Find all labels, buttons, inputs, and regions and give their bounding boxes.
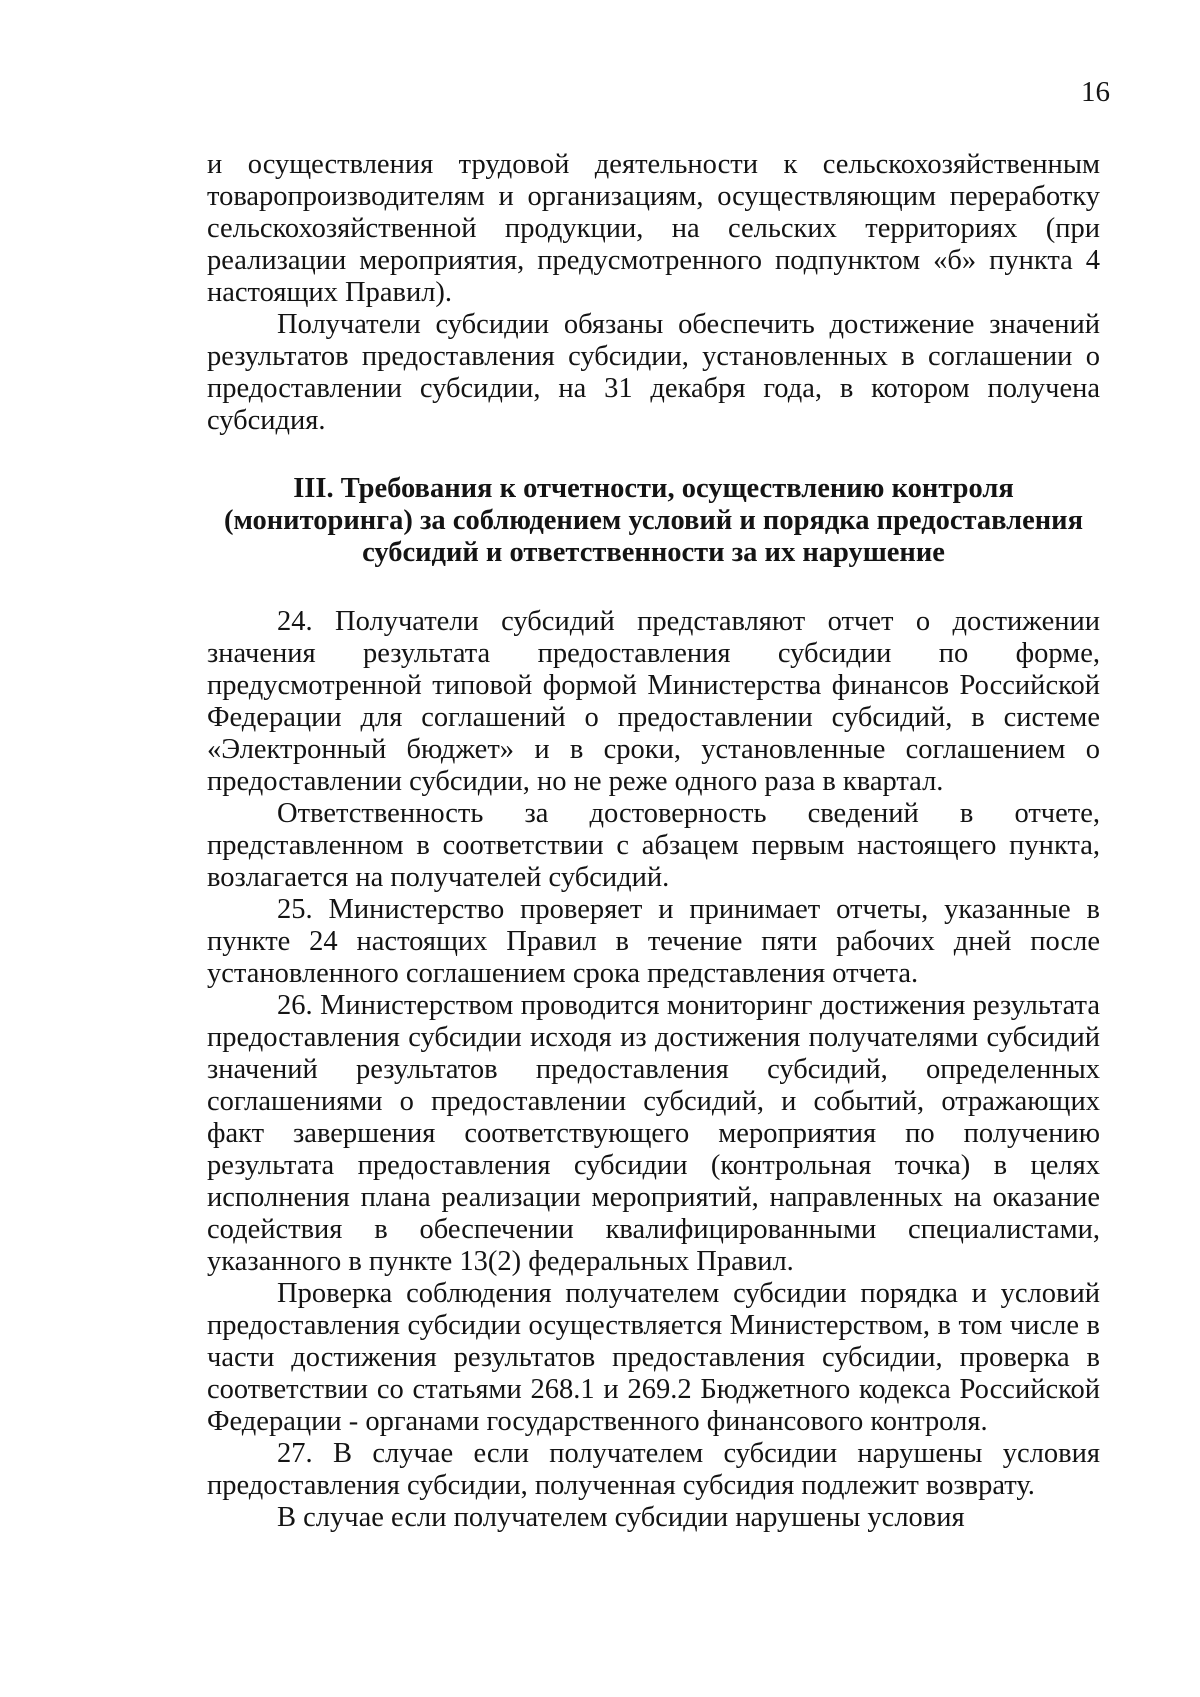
paragraph-27: 27. В случае если получателем субсидии нарушены условия предоставления субсидии, полученная субсидия подлежит возврату.	[207, 1438, 1100, 1501]
paragraph-24: 24. Получатели субсидий представляют отчет о достижении значения результата предоставления субсидии по форме, предусмотренной типовой формой Министерства финансов Российской Федерации для соглашений о предоставлении субсидий, в системе «Электронный бюджет» и в сроки, установленные соглашением о предоставлении субсидии, но не реже одного раза в квартал.	[207, 606, 1100, 797]
intro-paragraph-continuation: и осуществления трудовой деятельности к сельскохозяйственным товаропроизводителям и организациям, осуществляющим переработку сельскохозяйственной продукции, на сельских территориях (при реализации мероприятия, предусмотренного подпунктом «б» пункта 4 настоящих Правил).	[207, 149, 1100, 308]
intro-text-block	[207, 149, 1100, 437]
section-heading: III. Требования к отчетности, осуществлению контроля (мониторинга) за соблюдением условий и порядка предоставления субсидий и ответственности за их нарушение	[223, 473, 1084, 568]
paragraph-24-responsibility: Ответственность за достоверность сведений в отчете, представленном в соответствии с абзацем первым настоящего пункта, возлагается на получателей субсидий.	[207, 798, 1100, 893]
paragraph-26: 26. Министерством проводится мониторинг достижения результата предоставления субсидии исходя из достижения получателями субсидий значений результатов предоставления субсидий, определенных соглашениями о предоставлении субсидий, и событий, отражающих факт завершения соответствующего мероприятия по получению результата предоставления субсидии (контрольная точка) в целях исполнения плана реализации мероприятий, направленных на оказание содействия в обеспечении квалифицированными специалистами, указанного в пункте 13(2) федеральных Правил.	[207, 990, 1100, 1277]
paragraph-25: 25. Министерство проверяет и принимает отчеты, указанные в пункте 24 настоящих Правил в течение пяти рабочих дней после установленного соглашением срока представления отчета.	[207, 894, 1100, 989]
paragraph-26-verification: Проверка соблюдения получателем субсидии порядка и условий предоставления субсидии осуществляется Министерством, в том числе в части достижения результатов предоставления субсидии, проверка в соответствии со статьями 268.1 и 269.2 Бюджетного кодекса Российской Федерации - органами государственного финансового контроля.	[207, 1278, 1100, 1437]
page-number: 16	[1081, 76, 1110, 108]
section-body	[207, 606, 1100, 1534]
intro-paragraph-results: Получатели субсидии обязаны обеспечить достижение значений результатов предоставления субсидии, установленных в соглашении о предоставлении субсидии, на 31 декабря года, в котором получена субсидия.	[207, 309, 1100, 436]
paragraph-27-continuation: В случае если получателем субсидии нарушены условия	[277, 1502, 965, 1533]
